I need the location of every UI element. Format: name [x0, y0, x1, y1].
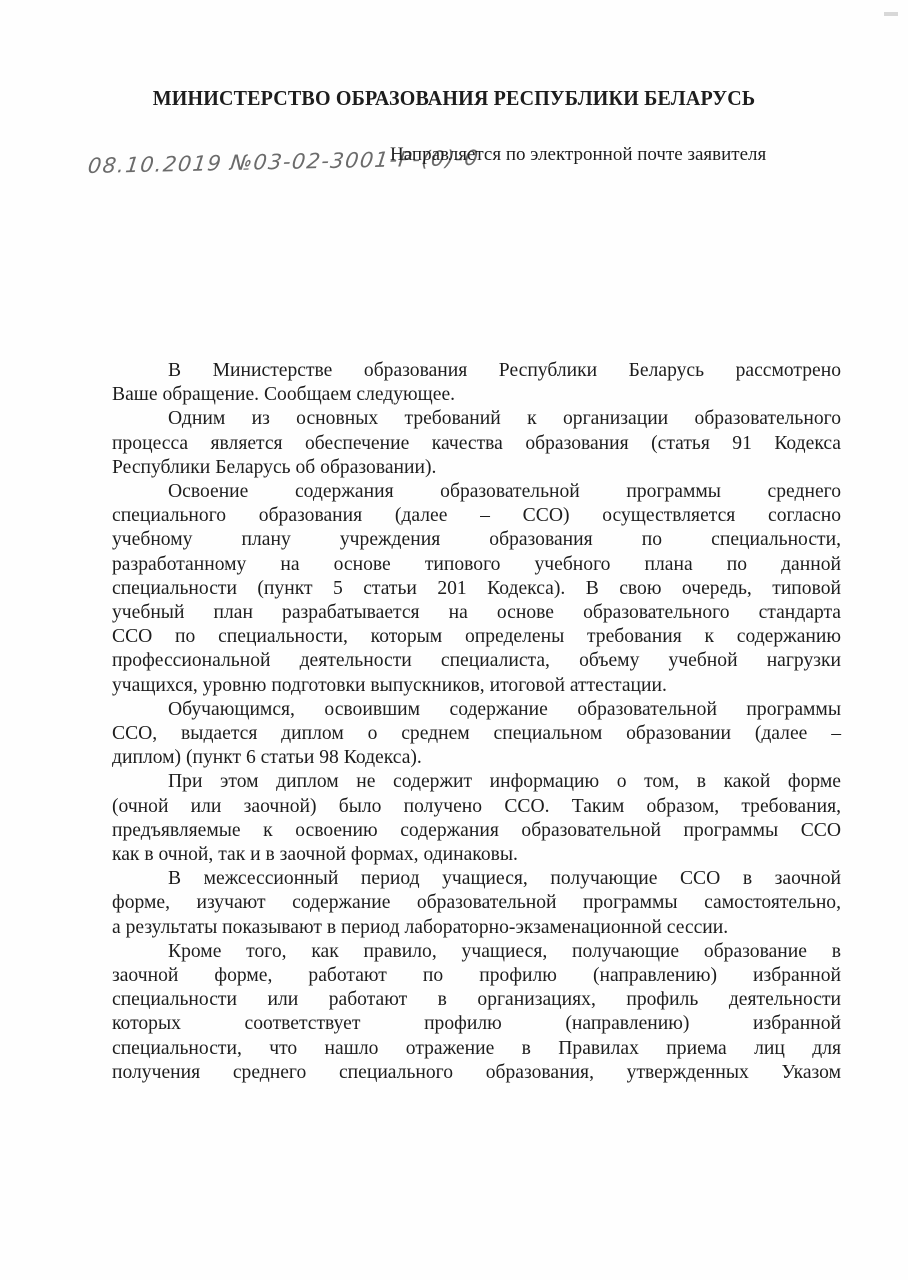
paragraph-line: специальности (пункт 5 статьи 201 Кодекса). В свою очередь, типовой [112, 577, 841, 599]
paragraph-line: В Министерстве образования Республики Беларусь рассмотрено [168, 360, 841, 381]
paragraph-line: а результаты показывают в период лабораторно-экзаменационной сессии. [112, 916, 729, 938]
handwritten-registration-number: 08.10.2019 №03-02-3001-Р-(0)-0 [86, 145, 481, 179]
paragraph [112, 867, 841, 940]
paragraph-line: Ваше обращение. Сообщаем следующее. [112, 384, 456, 406]
paragraph-line: При этом диплом не содержит информацию о том, в какой форме [168, 771, 841, 793]
letter-body [112, 359, 841, 1085]
paragraph-line: разработанному на основе типового учебного плана по данной [112, 553, 841, 575]
paragraph [112, 770, 841, 867]
paragraph-line: Обучающимся, освоившим содержание образовательной программы [168, 698, 841, 720]
paragraph-line: учебный план разрабатывается на основе образовательного стандарта [112, 602, 841, 624]
paragraph [112, 407, 841, 480]
paragraph-line: специальности или работают в организациях, профиль деятельности [112, 989, 841, 1011]
paragraph-line: получения среднего специального образования, утвержденных Указом [112, 1061, 841, 1083]
paragraph [112, 480, 841, 698]
paragraph [112, 698, 841, 771]
paragraph-line: Республики Беларусь об образовании). [112, 456, 437, 478]
scan-artifact [884, 12, 898, 16]
paragraph-line: ССО, выдается диплом о среднем специальном образовании (далее – [112, 723, 841, 745]
paragraph-line: форме, изучают содержание образовательной программы самостоятельно, [112, 892, 841, 914]
paragraph-line: Одним из основных требований к организации образовательного [168, 408, 841, 430]
delivery-note: Направляется по электронной почте заявителя [390, 144, 767, 165]
paragraph-line: которых соответствует профилю (направлению) избранной [112, 1013, 841, 1035]
paragraph-line: как в очной, так и в заочной формах, одинаковы. [112, 844, 518, 866]
paragraph-line: учащихся, уровню подготовки выпускников, итоговой аттестации. [112, 674, 667, 696]
paragraph-line: (очной или заочной) было получено ССО. Таким образом, требования, [112, 795, 841, 817]
paragraph-line: профессиональной деятельности специалиста, объему учебной нагрузки [112, 650, 841, 672]
ministry-title: МИНИСТЕРСТВО ОБРАЗОВАНИЯ РЕСПУБЛИКИ БЕЛАРУСЬ [152, 86, 756, 110]
paragraph [112, 940, 841, 1085]
paragraph-line: В межсессионный период учащиеся, получающие ССО в заочной [168, 868, 841, 890]
paragraph-line: учебному плану учреждения образования по специальности, [112, 529, 841, 551]
paragraph-line: специального образования (далее – ССО) осуществляется согласно [112, 505, 841, 527]
paragraph-line: Освоение содержания образовательной программы среднего [168, 481, 841, 503]
paragraph-line: предъявляемые к освоению содержания образовательной программы ССО [112, 819, 841, 841]
paragraph-line: заочной форме, работают по профилю (направлению) избранной [112, 965, 841, 987]
paragraph-line: процесса является обеспечение качества образования (статья 91 Кодекса [112, 432, 841, 454]
paragraph-line: диплом) (пункт 6 статьи 98 Кодекса). [112, 747, 422, 769]
paragraph [112, 359, 841, 407]
paragraph-line: Кроме того, как правило, учащиеся, получающие образование в [168, 940, 841, 962]
paragraph-line: специальности, что нашло отражение в Правилах приема лиц для [112, 1037, 841, 1059]
paragraph-line: ССО по специальности, которым определены требования к содержанию [112, 626, 841, 648]
